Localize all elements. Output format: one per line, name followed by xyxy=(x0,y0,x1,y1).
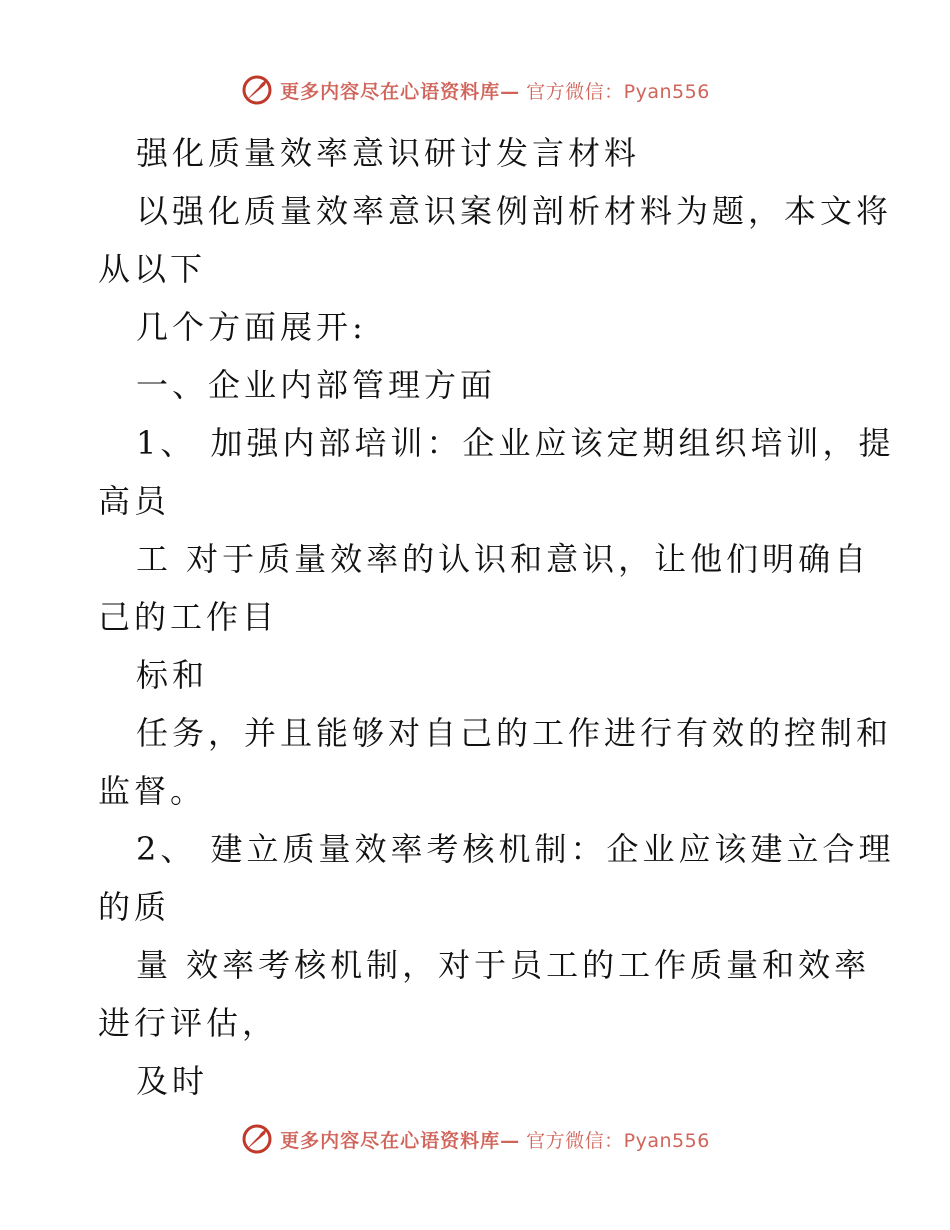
watermark-text: 更多内容尽在心语资料库— xyxy=(280,80,521,103)
document-line: 进行评估， xyxy=(98,1004,279,1042)
document-line: 1、 加强内部培训：企业应该定期组织培训，提 xyxy=(136,424,895,462)
document-body xyxy=(98,124,895,1110)
document-line: 2、 建立质量效率考核机制：企业应该建立合理 xyxy=(136,830,895,868)
document-line: 标和 xyxy=(136,656,209,694)
document-line: 强化质量效率意识研讨发言材料 xyxy=(136,134,641,172)
document-line: 以强化质量效率意识案例剖析材料为题，本文将 xyxy=(136,192,893,230)
document-line: 监督。 xyxy=(98,772,207,810)
document-line: 任务，并且能够对自己的工作进行有效的控制和 xyxy=(136,714,893,752)
document-line: 一、企业内部管理方面 xyxy=(136,366,497,404)
document-line: 己的工作目 xyxy=(98,598,279,636)
watermark-group xyxy=(240,73,710,107)
document-line: 工 对于质量效率的认识和意识，让他们明确自 xyxy=(136,540,871,578)
document-line: 及时 xyxy=(136,1062,209,1100)
watermark-header xyxy=(0,70,950,110)
watermark-contact: 官方微信：Pyan556 xyxy=(526,80,710,103)
quill-logo-icon xyxy=(240,1122,274,1156)
watermark-contact: 官方微信：Pyan556 xyxy=(526,1129,710,1152)
document-line: 量 效率考核机制，对于员工的工作质量和效率 xyxy=(136,946,871,984)
document-line: 几个方面展开: xyxy=(136,308,367,346)
document-line: 从以下 xyxy=(98,250,207,288)
watermark-footer xyxy=(0,1119,950,1159)
document-line: 高员 xyxy=(98,482,171,520)
watermark-text: 更多内容尽在心语资料库— xyxy=(280,1129,521,1152)
watermark-group xyxy=(240,1122,710,1156)
document-line: 的质 xyxy=(98,888,171,926)
quill-logo-icon xyxy=(240,73,274,107)
